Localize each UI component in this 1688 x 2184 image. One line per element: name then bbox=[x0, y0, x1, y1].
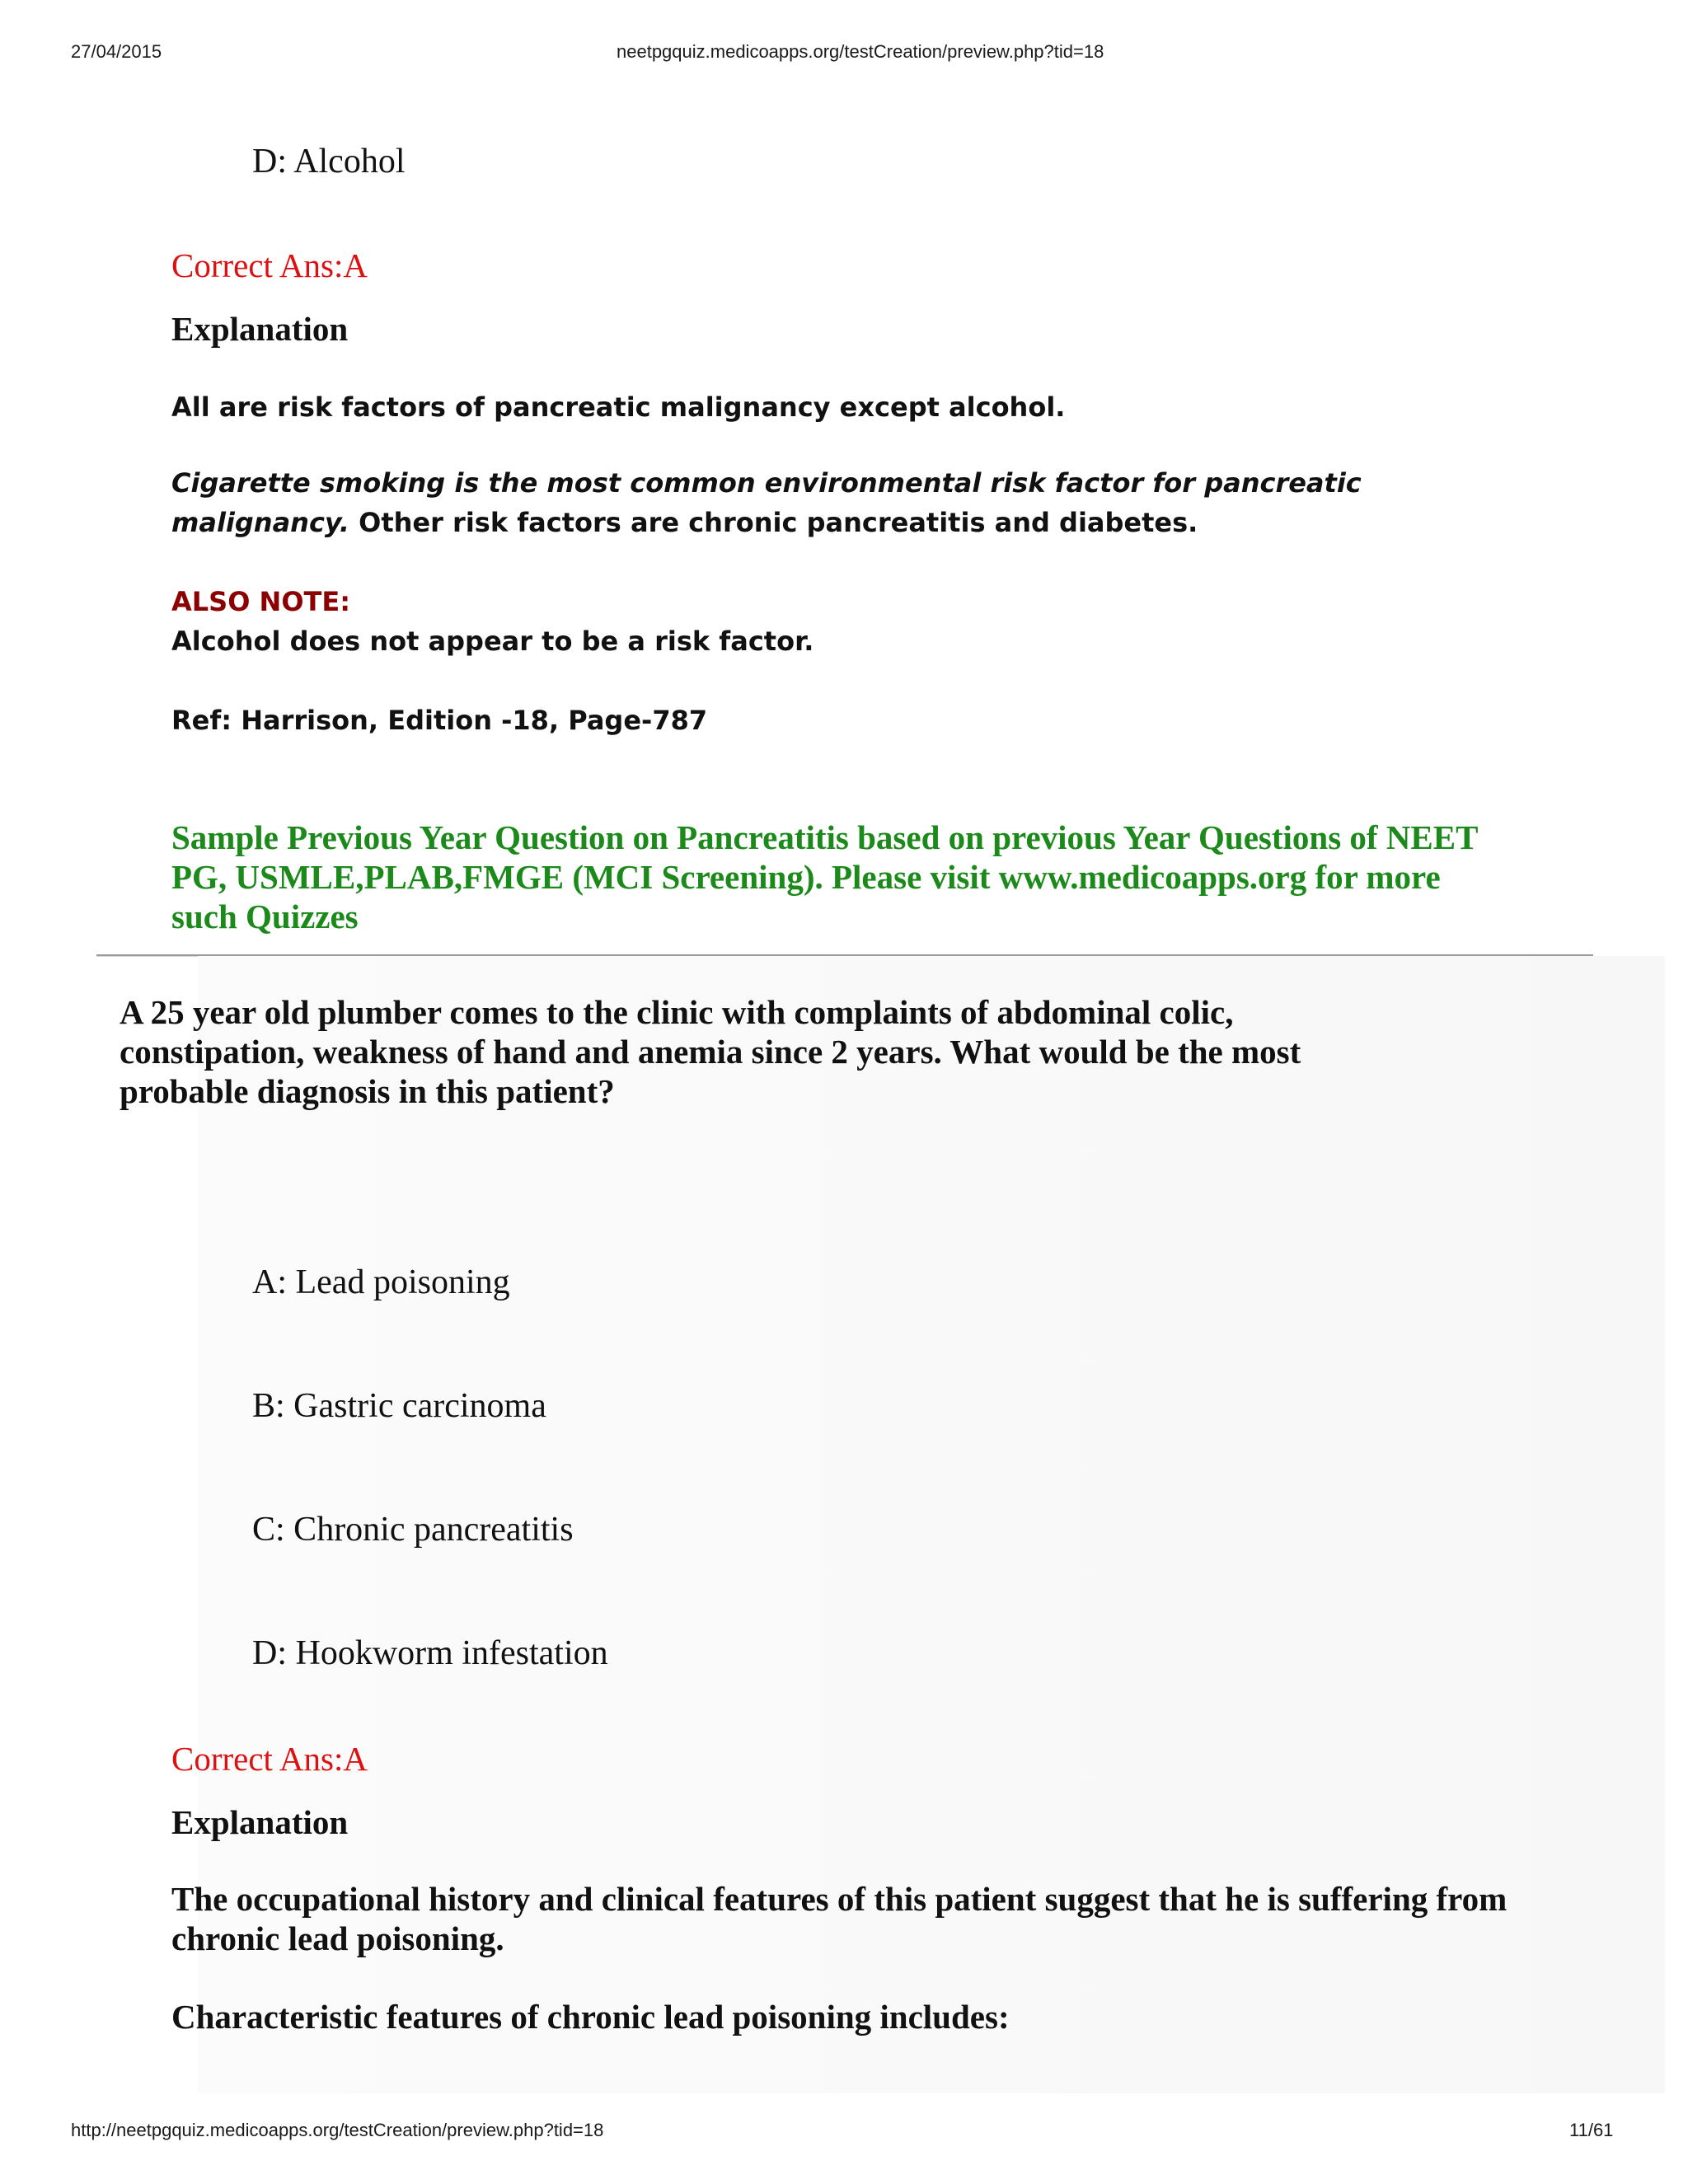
explanation-title: Explanation bbox=[171, 1803, 349, 1841]
print-header-url: neetpgquiz.medicoapps.org/testCreation/preview.php?tid=18 bbox=[617, 41, 1104, 62]
explanation-para1: The occupational history and clinical features of this patient suggest that he is suffering from chronic lead poisoning. bbox=[171, 1880, 1507, 1957]
prev-explanation-line1: All are risk factors of pancreatic malignancy except alcohol. bbox=[171, 391, 1066, 423]
also-note-text: Alcohol does not appear to be a risk factor. bbox=[171, 626, 814, 657]
explanation-para2: Characteristic features of chronic lead poisoning includes: bbox=[171, 1998, 1010, 2036]
prev-explanation-rest: Other risk factors are chronic pancreatitis and diabetes. bbox=[349, 507, 1198, 538]
print-footer-url: http://neetpgquiz.medicoapps.org/testCreation/preview.php?tid=18 bbox=[71, 2120, 604, 2140]
promo-text: Sample Previous Year Question on Pancreatitis based on previous Year Questions of NEET PG, USMLE,PLAB,FMGE (MCI Screening). Please visit www.medicoapps.org for more such Quizzes bbox=[171, 818, 1478, 935]
option-d[interactable]: D: Hookworm infestation bbox=[252, 1634, 608, 1672]
prev-explanation-italic: Cigarette smoking is the most common environmental risk factor for pancreatic malignancy. bbox=[171, 467, 1362, 538]
option-a[interactable]: A: Lead poisoning bbox=[252, 1263, 510, 1301]
page-number: 11/61 bbox=[1569, 2120, 1614, 2140]
reference: Ref: Harrison, Edition -18, Page-787 bbox=[171, 705, 708, 736]
prev-option-d: D: Alcohol bbox=[252, 143, 406, 180]
option-c[interactable]: C: Chronic pancreatitis bbox=[252, 1511, 574, 1549]
prev-explanation-paragraph bbox=[171, 463, 1408, 542]
prev-correct-answer: Correct Ans:A bbox=[171, 246, 368, 284]
option-b[interactable]: B: Gastric carcinoma bbox=[252, 1387, 546, 1425]
correct-answer: Correct Ans:A bbox=[171, 1740, 368, 1778]
question-text: A 25 year old plumber comes to the clinic with complaints of abdominal colic, constipation, weakness of hand and anemia since 2 years. What would be the most probable diagnosis in this patient? bbox=[120, 993, 1301, 1110]
also-note-label: ALSO NOTE: bbox=[171, 586, 351, 617]
print-date: 27/04/2015 bbox=[71, 41, 162, 62]
prev-explanation-title: Explanation bbox=[171, 310, 349, 348]
